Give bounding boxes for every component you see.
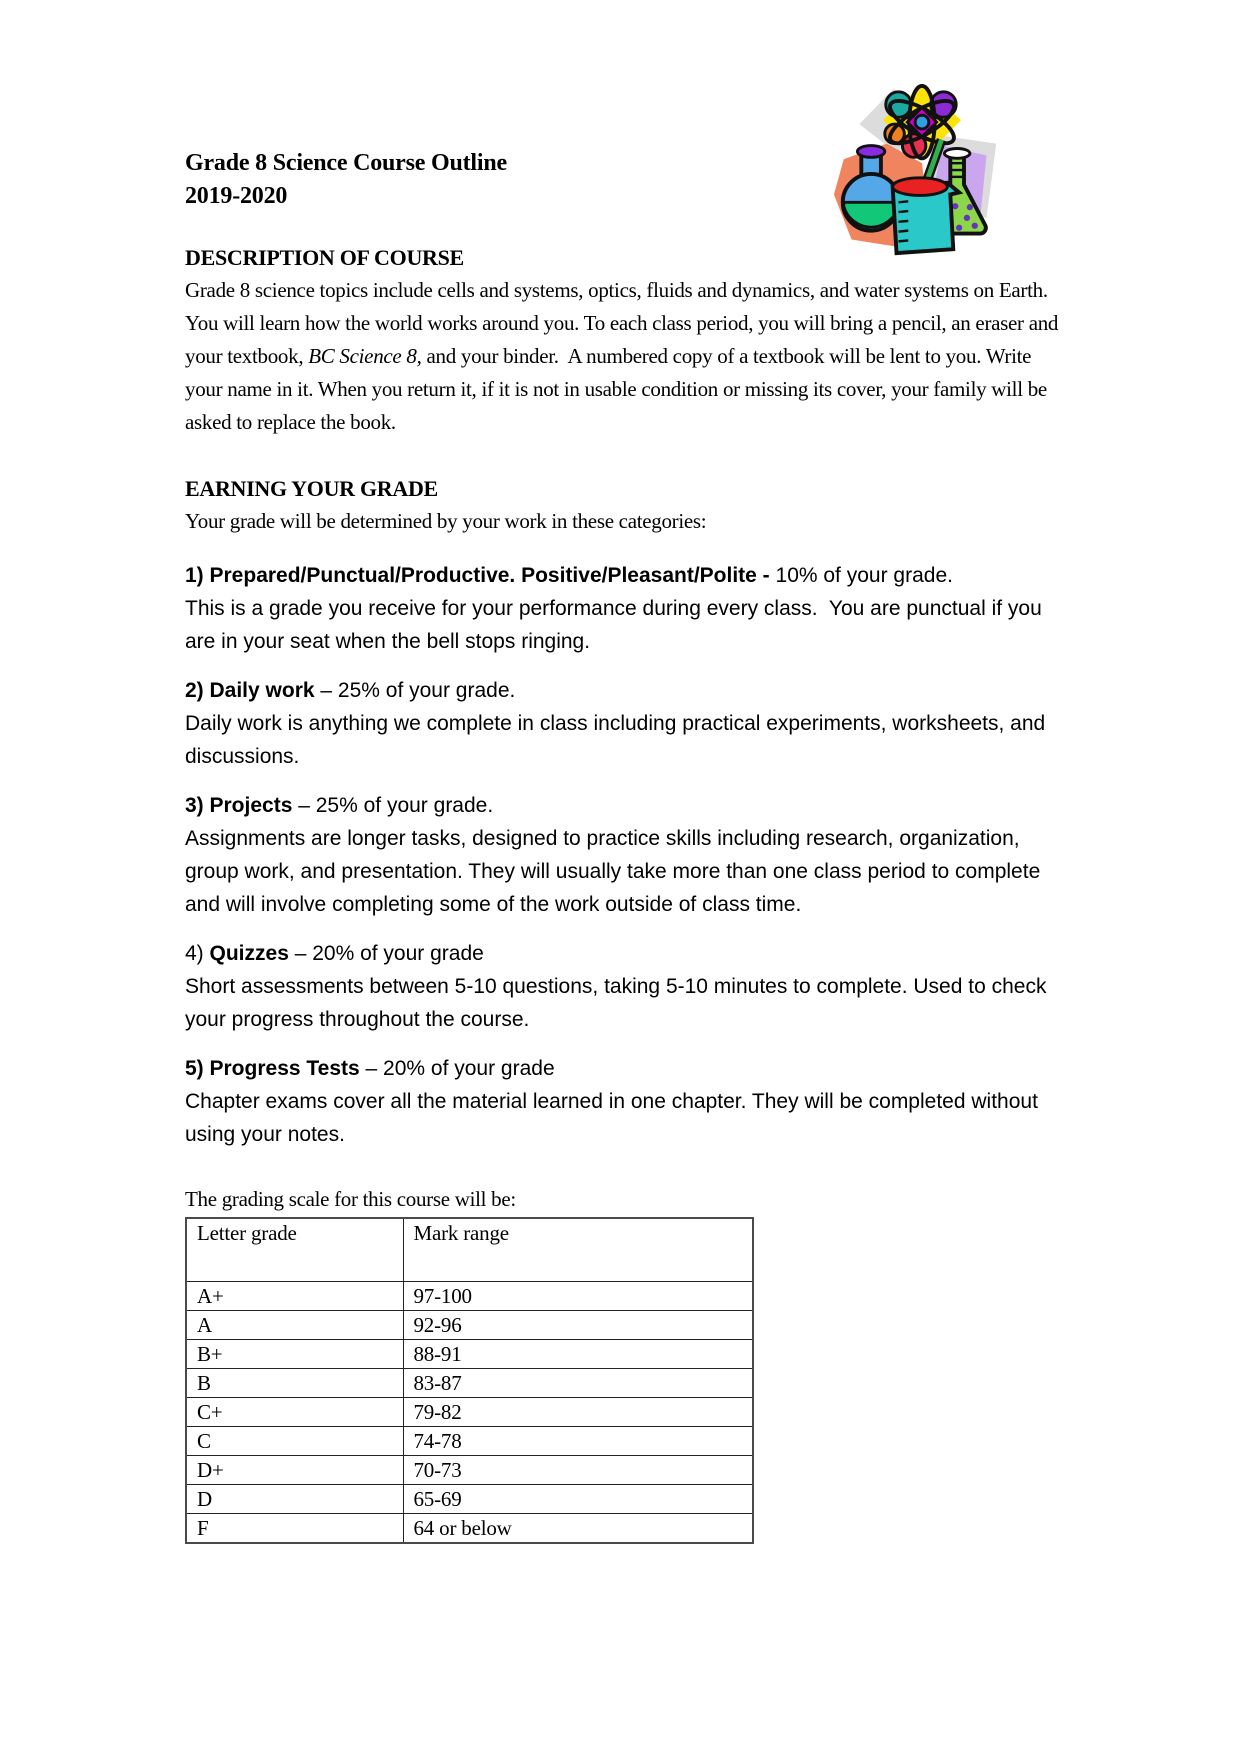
mark-range-cell: 88-91 [403,1340,753,1369]
description-text-2: and your binder. A numbered copy of a textbook will be lent to you. Write your name in it. When you return it, if it is not in usable condition or missing its cover, your family will be asked to replace the book. [185,344,1052,434]
mark-range-cell: 70-73 [403,1456,753,1485]
document-content [185,147,1065,1544]
grade-item-heading [185,789,1065,822]
letter-grade-cell: C [186,1427,403,1456]
description-text-1: Grade 8 science topics include cells and systems, optics, fluids and dynamics, and water systems on Earth. You will learn how the world works around you. To each class period, you will bring a pencil, an eraser and your textbook, [185,278,1064,368]
table-header-row [186,1218,753,1282]
grade-item [185,789,1065,921]
mark-range-cell: 92-96 [403,1311,753,1340]
letter-grade-cell: B [186,1369,403,1398]
mark-range-header: Mark range [403,1218,753,1282]
mark-range-cell: 64 or below [403,1514,753,1544]
table-row [186,1485,753,1514]
grade-item-heading-segment: Quizzes [209,942,289,965]
grade-item-heading-segment: 4) [185,942,210,965]
grade-item-body: Short assessments between 5-10 questions, taking 5-10 minutes to complete. Used to check your progress throughout the course. [185,975,1053,1031]
grade-item-heading [185,559,1065,592]
mark-range-cell: 65-69 [403,1485,753,1514]
letter-grade-cell: B+ [186,1340,403,1369]
grade-item-heading [185,937,1065,970]
grade-item-heading-segment: – 25% of your grade. [314,679,516,702]
letter-grade-header: Letter grade [186,1218,403,1282]
table-row [186,1427,753,1456]
letter-grade-cell: D [186,1485,403,1514]
mark-range-cell: 97-100 [403,1282,753,1311]
letter-grade-cell: A [186,1311,403,1340]
description-text-italic: BC Science 8, [308,344,422,368]
letter-grade-cell: C+ [186,1398,403,1427]
table-row [186,1398,753,1427]
grading-scale-table [185,1217,754,1544]
letter-grade-cell: F [186,1514,403,1544]
grade-item-heading-segment: 5) Progress Tests [185,1057,360,1080]
grade-item [185,559,1065,658]
grade-item-body: This is a grade you receive for your performance during every class. You are punctual if you are in your seat when the bell stops ringing. [185,597,1048,653]
letter-grade-cell: D+ [186,1456,403,1485]
title-line-1: Grade 8 Science Course Outline [185,150,507,176]
grade-item-heading [185,674,1065,707]
earning-intro: Your grade will be determined by your work in these categories: [185,509,707,533]
grade-item-heading-segment: – 20% of your grade [359,1057,555,1080]
description-heading: DESCRIPTION OF COURSE [185,245,464,270]
grade-item-heading-segment: 10% of your grade. [775,564,953,587]
grade-item-heading-segment: – 20% of your grade [288,942,484,965]
grade-item-heading-segment: 1) Prepared/Punctual/Productive. Positive/Pleasant/Polite - [185,564,776,587]
table-row [186,1514,753,1544]
mark-range-cell: 74-78 [403,1427,753,1456]
grade-items [185,559,1065,1151]
earning-heading: EARNING YOUR GRADE [185,476,438,501]
grade-item-body: Chapter exams cover all the material learned in one chapter. They will be completed without using your notes. [185,1090,1044,1146]
mark-range-cell: 83-87 [403,1369,753,1398]
table-row [186,1311,753,1340]
table-row [186,1282,753,1311]
grading-table-body [186,1282,753,1544]
grade-item-body: Daily work is anything we complete in class including practical experiments, worksheets, and discussions. [185,712,1052,768]
grade-item-body: Assignments are longer tasks, designed to practice skills including research, organization, group work, and presentation. They will usually take more than one class period to complete and will involve completing some of the work outside of class time. [185,827,1047,916]
grade-item [185,937,1065,1036]
table-row [186,1340,753,1369]
grade-item-heading-segment: 2) Daily work [185,679,315,702]
title-line-2: 2019-2020 [185,183,288,209]
grade-item-heading-segment: – 25% of your grade. [292,794,494,817]
page-title [185,147,1065,213]
letter-grade-cell: A+ [186,1282,403,1311]
grade-item-heading [185,1052,1065,1085]
mark-range-cell: 79-82 [403,1398,753,1427]
grade-item [185,674,1065,773]
description-paragraph [185,274,1065,439]
grading-scale-intro: The grading scale for this course will be: [185,1187,516,1211]
grade-item-heading-segment: 3) Projects [185,794,293,817]
table-row [186,1456,753,1485]
table-row [186,1369,753,1398]
grade-item [185,1052,1065,1151]
